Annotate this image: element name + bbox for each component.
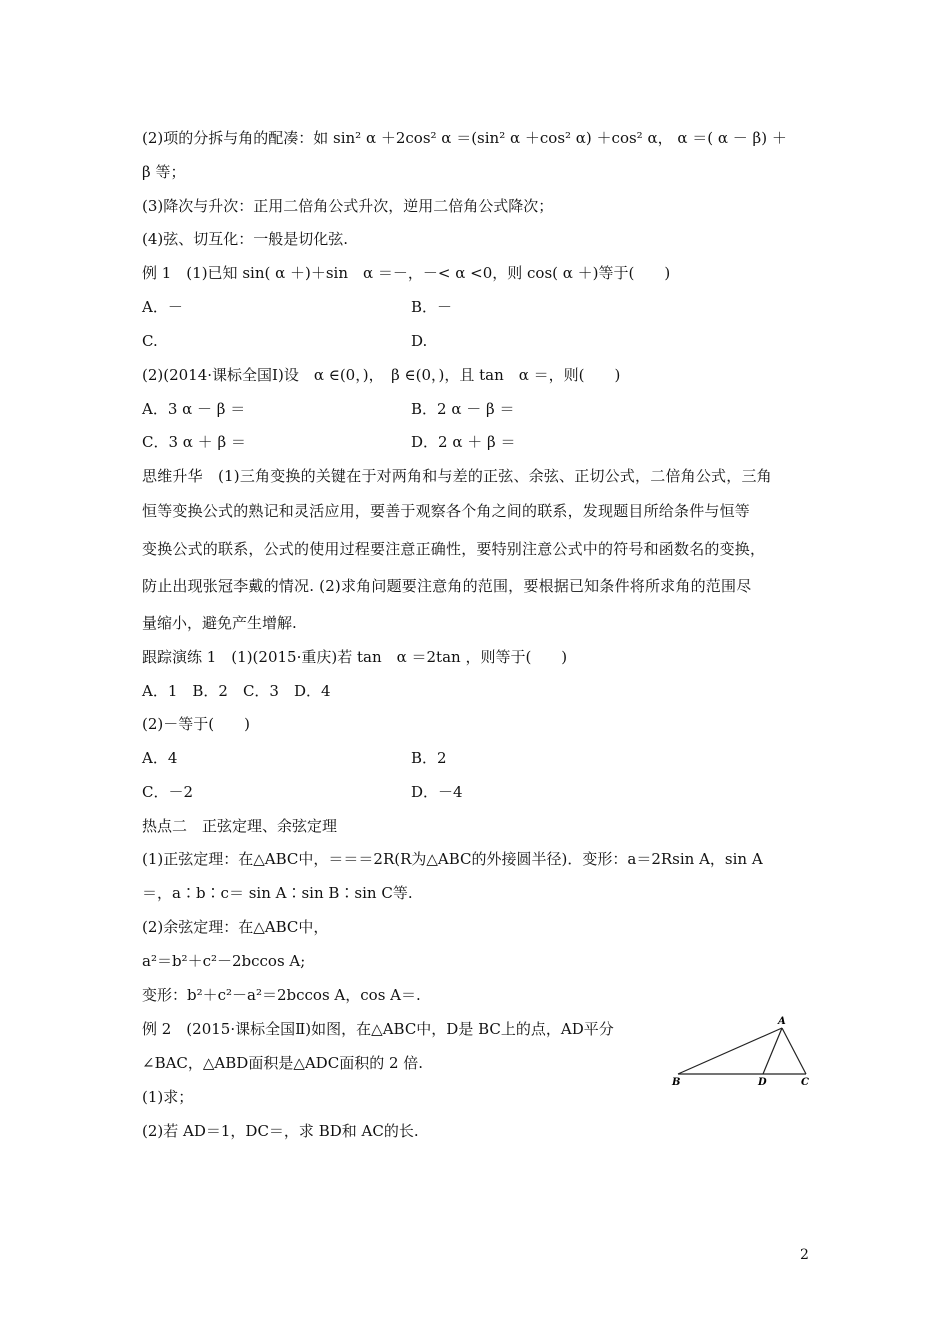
page-number: 2 <box>800 1247 809 1263</box>
option-c: C．－2 <box>142 783 194 801</box>
text-line: 跟踪演练 1 (1)(2015·重庆)若 tan α ＝2tan ，则等于( ) <box>142 648 568 666</box>
summary-line: 防止出现张冠李戴的情况. (2)求角问题要注意角的范围，要根据已知条件将所求角的范围尽 <box>142 577 752 595</box>
option-a: A．4 <box>142 749 178 767</box>
option-c: C. <box>142 332 158 350</box>
text-line: 例 1 (1)已知 sin( α ＋)＋sin α ＝－，－< α <0，则 cos( α ＋)等于( ) <box>142 264 671 282</box>
text-line: (2)(2014·课标全国Ⅰ)设 α ∈(0，)， β ∈(0，)，且 tan α ＝，则( ) <box>142 366 621 384</box>
text-line: (2)－等于( ) <box>142 715 250 733</box>
options-line: A．1 B．2 C．3 D．4 <box>142 682 331 700</box>
formula-line: 变形：b²＋c²－a²＝2bccos A，cos A＝. <box>142 986 421 1004</box>
text-line: (2)余弦定理：在△ABC中， <box>142 918 329 936</box>
summary-line: 量缩小，避免产生增解. <box>142 614 297 632</box>
option-a: A．3 α － β ＝ <box>142 400 246 418</box>
vertex-b-label: B <box>672 1077 681 1088</box>
option-b: B．2 <box>411 749 447 767</box>
option-d: D. <box>411 332 428 350</box>
text-line: (1)求； <box>142 1088 194 1106</box>
text-line: ∠BAC，△ABD面积是△ADC面积的 2 倍. <box>142 1054 424 1072</box>
option-b: B．－ <box>411 298 453 316</box>
section-heading: 热点二 正弦定理、余弦定理 <box>142 817 338 835</box>
text-line: (4)弦、切互化：一般是切化弦. <box>142 230 349 248</box>
option-c: C．3 α ＋ β ＝ <box>142 433 246 451</box>
text-line: ＝，a∶b∶c＝ sin A∶sin B∶sin C等. <box>142 884 413 902</box>
vertex-c-label: C <box>801 1077 809 1088</box>
text-line: (3)降次与升次：正用二倍角公式升次，逆用二倍角公式降次； <box>142 197 554 215</box>
text-line: (1)正弦定理：在△ABC中，＝＝＝2R(R为△ABC的外接圆半径)．变形：a＝2Rsin A，sin A <box>142 850 763 868</box>
formula-line: a²＝b²＋c²－2bccos A; <box>142 952 306 970</box>
text-line: β 等； <box>142 163 186 181</box>
summary-line: 恒等变换公式的熟记和灵活应用，要善于观察各个角之间的联系，发现题目所给条件与恒等 <box>142 502 751 520</box>
triangle-figure <box>668 1010 818 1090</box>
text-line: (2)项的分拆与角的配凑：如 sin² α ＋2cos² α ＝(sin² α ＋cos² α) ＋cos² α， α ＝( α － β) ＋ <box>142 129 787 147</box>
option-b: B．2 α － β ＝ <box>411 400 515 418</box>
option-d: D．－4 <box>411 783 463 801</box>
text-line: (2)若 AD＝1，DC＝，求 BD和 AC的长. <box>142 1122 419 1140</box>
text-line: 例 2 (2015·课标全国Ⅱ)如图，在△ABC中，D是 BC上的点，AD平分 <box>142 1020 614 1038</box>
vertex-d-label: D <box>758 1077 767 1088</box>
option-a: A．－ <box>142 298 183 316</box>
option-d: D．2 α ＋ β ＝ <box>411 433 516 451</box>
summary-line: 思维升华 (1)三角变换的关键在于对两角和与差的正弦、余弦、正切公式，二倍角公式，三角 <box>142 467 772 485</box>
summary-line: 变换公式的联系，公式的使用过程要注意正确性，要特别注意公式中的符号和函数名的变换， <box>142 540 766 558</box>
vertex-a-label: A <box>778 1016 786 1027</box>
